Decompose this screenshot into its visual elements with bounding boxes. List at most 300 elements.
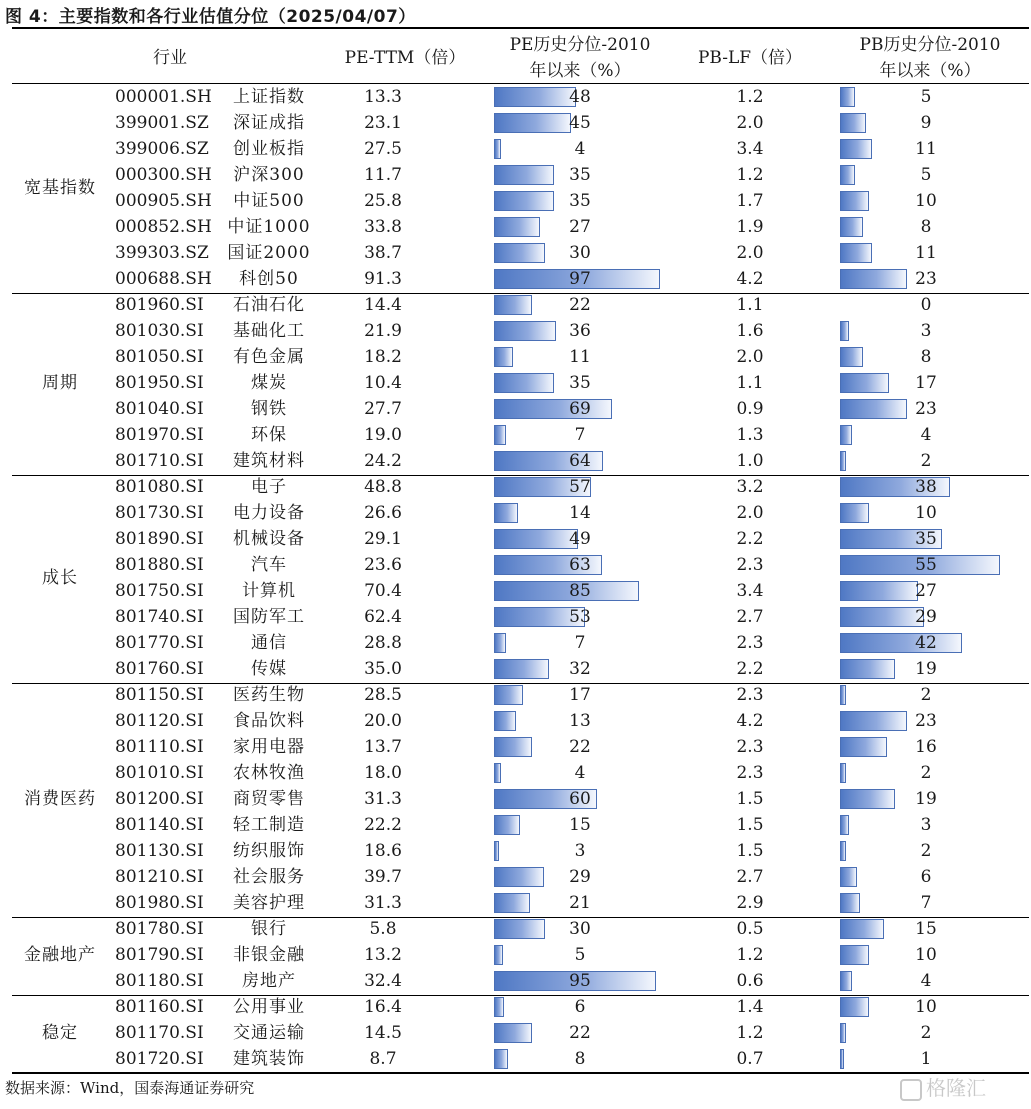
row-code: 801790.SI [115,945,204,965]
pb-percentile-value: 9 [920,113,932,133]
pb-percentile-bar [840,165,855,185]
row-pe-ttm: 5.8 [369,919,397,939]
row-pe-ttm: 13.2 [364,945,402,965]
row-code: 801110.SI [115,737,204,757]
row-pe-ttm: 8.7 [369,1049,397,1069]
row-pe-ttm: 70.4 [364,581,402,601]
row-pb-lf: 2.3 [736,737,764,757]
pe-percentile-bar [494,165,554,185]
row-pe-ttm: 11.7 [364,165,402,185]
pb-percentile-value: 7 [920,893,932,913]
row-industry-name: 创业板指 [233,139,305,159]
header-industry: 行业 [153,48,187,68]
row-pe-ttm: 24.2 [364,451,402,471]
row-code: 801150.SI [115,685,204,705]
group-label: 消费医药 [24,789,96,809]
row-pe-ttm: 35.0 [364,659,402,679]
pb-percentile-value: 29 [915,607,937,627]
row-code: 801980.SI [115,893,204,913]
pe-percentile-bar [494,945,503,965]
row-industry-name: 传媒 [251,659,287,679]
row-industry-name: 基础化工 [233,321,305,341]
row-pb-lf: 2.3 [736,685,764,705]
pb-percentile-value: 5 [920,165,932,185]
pb-percentile-value: 42 [915,633,937,653]
row-industry-name: 建筑材料 [233,451,305,471]
row-code: 801950.SI [115,373,204,393]
data-source-note: 数据来源：Wind，国泰海通证券研究 [5,1079,255,1097]
pe-percentile-value: 53 [569,607,591,627]
row-pe-ttm: 20.0 [364,711,402,731]
row-code: 801880.SI [115,555,204,575]
pb-percentile-value: 8 [920,347,932,367]
row-code: 801140.SI [115,815,204,835]
row-code: 801130.SI [115,841,204,861]
pb-percentile-value: 2 [920,763,932,783]
pb-percentile-value: 27 [915,581,937,601]
row-code: 801200.SI [115,789,204,809]
pe-percentile-bar [494,815,520,835]
row-industry-name: 公用事业 [233,997,305,1017]
pb-percentile-value: 2 [920,841,932,861]
bottom-rule [12,1072,1029,1074]
row-code: 801010.SI [115,763,204,783]
pe-percentile-value: 21 [569,893,591,913]
row-code: 801170.SI [115,1023,204,1043]
pe-percentile-bar [494,841,499,861]
pe-percentile-value: 64 [569,451,591,471]
row-pe-ttm: 18.0 [364,763,402,783]
pe-percentile-value: 30 [569,919,591,939]
row-pe-ttm: 31.3 [364,789,402,809]
row-pb-lf: 0.9 [736,399,764,419]
pe-percentile-value: 97 [569,269,591,289]
row-pb-lf: 2.7 [736,607,764,627]
row-code: 801710.SI [115,451,204,471]
row-pe-ttm: 28.8 [364,633,402,653]
pb-percentile-bar [840,789,895,809]
row-industry-name: 银行 [251,919,287,939]
pe-percentile-value: 4 [574,139,586,159]
pe-percentile-value: 35 [569,165,591,185]
row-pb-lf: 2.3 [736,763,764,783]
row-pe-ttm: 38.7 [364,243,402,263]
pb-percentile-value: 11 [915,139,937,159]
row-pe-ttm: 31.3 [364,893,402,913]
pe-percentile-value: 22 [569,295,591,315]
row-code: 399001.SZ [115,113,209,133]
row-industry-name: 煤炭 [251,373,287,393]
pb-percentile-value: 6 [920,867,932,887]
pb-percentile-bar [840,425,852,445]
pb-percentile-bar [840,1049,844,1069]
row-pe-ttm: 13.3 [364,87,402,107]
pb-percentile-bar [840,841,846,861]
row-pe-ttm: 19.0 [364,425,402,445]
pe-percentile-value: 63 [569,555,591,575]
row-pb-lf: 2.2 [736,659,764,679]
watermark-text: 格隆汇 [926,1076,986,1100]
pe-percentile-bar [494,217,540,237]
pb-percentile-bar [840,737,887,757]
row-pe-ttm: 18.6 [364,841,402,861]
row-pb-lf: 1.5 [736,815,764,835]
pe-percentile-value: 60 [569,789,591,809]
pb-percentile-value: 11 [915,243,937,263]
pb-percentile-value: 16 [915,737,937,757]
pb-percentile-value: 19 [915,659,937,679]
pb-percentile-value: 4 [920,971,932,991]
pb-percentile-value: 23 [915,711,937,731]
pb-percentile-bar [840,919,884,939]
group-label: 金融地产 [24,945,96,965]
pb-percentile-bar [840,373,889,393]
pe-percentile-value: 13 [569,711,591,731]
pe-percentile-value: 30 [569,243,591,263]
row-industry-name: 上证指数 [233,87,305,107]
header-pb-pct-line1: PB历史分位-2010 [859,35,1001,55]
pb-percentile-value: 5 [920,87,932,107]
row-pb-lf: 1.2 [736,945,764,965]
pe-percentile-bar [494,191,554,211]
row-pb-lf: 2.9 [736,893,764,913]
row-industry-name: 美容护理 [233,893,305,913]
row-code: 801770.SI [115,633,204,653]
pe-percentile-value: 8 [574,1049,586,1069]
pe-percentile-value: 15 [569,815,591,835]
row-pe-ttm: 14.5 [364,1023,402,1043]
pb-percentile-bar [840,659,895,679]
pe-percentile-value: 57 [569,477,591,497]
row-pe-ttm: 10.4 [364,373,402,393]
row-industry-name: 房地产 [242,971,296,991]
pe-percentile-bar [494,1023,532,1043]
row-code: 801780.SI [115,919,204,939]
row-pb-lf: 2.3 [736,633,764,653]
row-pe-ttm: 28.5 [364,685,402,705]
row-pb-lf: 2.3 [736,555,764,575]
group-label: 成长 [42,568,78,588]
row-pb-lf: 0.6 [736,971,764,991]
pe-percentile-value: 49 [569,529,591,549]
row-code: 399303.SZ [115,243,209,263]
pb-percentile-bar [840,867,857,887]
pe-percentile-bar [494,763,501,783]
pe-percentile-value: 36 [569,321,591,341]
pb-percentile-value: 19 [915,789,937,809]
pe-percentile-value: 35 [569,191,591,211]
row-pe-ttm: 26.6 [364,503,402,523]
pb-percentile-bar [840,191,869,211]
row-industry-name: 深证成指 [233,113,305,133]
pe-percentile-value: 11 [569,347,591,367]
row-pb-lf: 1.5 [736,789,764,809]
row-pb-lf: 1.1 [736,373,764,393]
row-code: 801760.SI [115,659,204,679]
pe-percentile-value: 17 [569,685,591,705]
row-pb-lf: 0.5 [736,919,764,939]
row-pe-ttm: 33.8 [364,217,402,237]
row-pb-lf: 1.4 [736,997,764,1017]
row-pe-ttm: 27.5 [364,139,402,159]
row-pe-ttm: 25.8 [364,191,402,211]
header-pb-lf: PB-LF（倍） [697,48,803,68]
row-industry-name: 国证2000 [227,243,311,263]
row-code: 801040.SI [115,399,204,419]
pe-percentile-bar [494,919,545,939]
pb-percentile-value: 10 [915,191,937,211]
pe-percentile-bar [494,243,545,263]
row-industry-name: 计算机 [242,581,296,601]
pb-percentile-value: 10 [915,997,937,1017]
pe-percentile-value: 95 [569,971,591,991]
group-label: 稳定 [42,1023,78,1043]
pb-percentile-bar [840,451,846,471]
pe-percentile-bar [494,867,544,887]
pb-percentile-bar [840,1023,846,1043]
row-industry-name: 电子 [251,477,287,497]
row-pe-ttm: 91.3 [364,269,402,289]
pe-percentile-value: 35 [569,373,591,393]
row-pb-lf: 1.2 [736,165,764,185]
pb-percentile-bar [840,997,869,1017]
pb-percentile-value: 3 [920,815,932,835]
row-pe-ttm: 22.2 [364,815,402,835]
row-industry-name: 石油石化 [233,295,305,315]
row-industry-name: 科创50 [239,269,299,289]
row-code: 801970.SI [115,425,204,445]
row-pb-lf: 1.0 [736,451,764,471]
row-code: 801730.SI [115,503,204,523]
row-code: 000001.SH [115,87,212,107]
row-pb-lf: 1.1 [736,295,764,315]
pb-percentile-bar [840,139,872,159]
watermark-logo-icon [900,1079,922,1101]
row-pb-lf: 1.5 [736,841,764,861]
pb-percentile-bar [840,347,863,367]
pb-percentile-value: 17 [915,373,937,393]
pe-percentile-bar [494,685,523,705]
pb-percentile-bar [840,763,846,783]
row-code: 801890.SI [115,529,204,549]
figure-title: 图 4：主要指数和各行业估值分位（2025/04/07） [5,7,416,27]
top-rule [12,27,1029,29]
pb-percentile-value: 23 [915,399,937,419]
row-industry-name: 通信 [251,633,287,653]
pb-percentile-value: 10 [915,503,937,523]
row-pb-lf: 1.9 [736,217,764,237]
pb-percentile-bar [840,217,863,237]
row-pb-lf: 1.2 [736,87,764,107]
row-industry-name: 沪深300 [233,165,305,185]
row-pb-lf: 3.4 [736,581,764,601]
header-pb-pct-line2: 年以来（%） [879,61,981,81]
pb-percentile-value: 2 [920,451,932,471]
pe-percentile-value: 7 [574,425,586,445]
pe-percentile-value: 22 [569,1023,591,1043]
row-code: 801160.SI [115,997,204,1017]
row-pe-ttm: 48.8 [364,477,402,497]
row-pe-ttm: 29.1 [364,529,402,549]
pe-percentile-value: 4 [574,763,586,783]
row-pb-lf: 3.4 [736,139,764,159]
group-label: 宽基指数 [24,178,96,198]
row-industry-name: 交通运输 [233,1023,305,1043]
row-pe-ttm: 18.2 [364,347,402,367]
pb-percentile-bar [840,945,869,965]
row-pe-ttm: 39.7 [364,867,402,887]
row-industry-name: 机械设备 [233,529,305,549]
row-pe-ttm: 21.9 [364,321,402,341]
pe-percentile-bar [494,373,554,393]
row-industry-name: 钢铁 [251,399,287,419]
row-pb-lf: 3.2 [736,477,764,497]
row-code: 801080.SI [115,477,204,497]
pe-percentile-bar [494,425,506,445]
row-code: 801050.SI [115,347,204,367]
pe-percentile-value: 3 [574,841,586,861]
row-code: 000905.SH [115,191,212,211]
pe-percentile-bar [494,737,532,757]
row-code: 801960.SI [115,295,204,315]
pb-percentile-bar [840,815,849,835]
row-pe-ttm: 27.7 [364,399,402,419]
pb-percentile-value: 10 [915,945,937,965]
pb-percentile-value: 0 [920,295,932,315]
pb-percentile-bar [840,321,849,341]
row-pb-lf: 2.2 [736,529,764,549]
row-industry-name: 中证1000 [227,217,311,237]
pe-percentile-value: 22 [569,737,591,757]
row-pb-lf: 0.7 [736,1049,764,1069]
row-pe-ttm: 23.6 [364,555,402,575]
pb-percentile-value: 35 [915,529,937,549]
row-pe-ttm: 14.4 [364,295,402,315]
row-pb-lf: 2.7 [736,867,764,887]
row-code: 801740.SI [115,607,204,627]
pb-percentile-bar [840,243,872,263]
row-industry-name: 中证500 [233,191,305,211]
row-pb-lf: 2.0 [736,347,764,367]
group-label: 周期 [42,373,78,393]
row-pe-ttm: 62.4 [364,607,402,627]
pb-percentile-bar [840,685,846,705]
pb-percentile-value: 8 [920,217,932,237]
row-pe-ttm: 32.4 [364,971,402,991]
header-pe-pct-line2: 年以来（%） [529,61,631,81]
row-code: 000852.SH [115,217,212,237]
row-pb-lf: 4.2 [736,711,764,731]
row-code: 801750.SI [115,581,204,601]
pb-percentile-value: 15 [915,919,937,939]
row-industry-name: 非银金融 [233,945,305,965]
pb-percentile-value: 38 [915,477,937,497]
pe-percentile-value: 7 [574,633,586,653]
row-code: 399006.SZ [115,139,209,159]
pe-percentile-bar [494,503,518,523]
row-code: 801120.SI [115,711,204,731]
row-industry-name: 食品饮料 [233,711,305,731]
row-pb-lf: 2.0 [736,503,764,523]
row-code: 000300.SH [115,165,212,185]
row-code: 000688.SH [115,269,212,289]
header-pe-pct-line1: PE历史分位-2010 [509,35,651,55]
row-pb-lf: 1.2 [736,1023,764,1043]
row-industry-name: 社会服务 [233,867,305,887]
pb-percentile-bar [840,503,869,523]
row-pe-ttm: 23.1 [364,113,402,133]
row-industry-name: 家用电器 [233,737,305,757]
row-industry-name: 电力设备 [233,503,305,523]
row-industry-name: 农林牧渔 [233,763,305,783]
pb-percentile-bar [840,971,852,991]
row-pb-lf: 1.3 [736,425,764,445]
row-pb-lf: 1.7 [736,191,764,211]
row-code: 801030.SI [115,321,204,341]
pe-percentile-value: 6 [574,997,586,1017]
row-industry-name: 汽车 [251,555,287,575]
pe-percentile-bar [494,711,516,731]
pe-percentile-bar [494,1049,508,1069]
row-industry-name: 商贸零售 [233,789,305,809]
row-industry-name: 医药生物 [233,685,305,705]
row-pe-ttm: 16.4 [364,997,402,1017]
row-pb-lf: 2.0 [736,113,764,133]
row-industry-name: 国防军工 [233,607,305,627]
pe-percentile-value: 5 [574,945,586,965]
pb-percentile-value: 23 [915,269,937,289]
pe-percentile-value: 85 [569,581,591,601]
row-code: 801180.SI [115,971,204,991]
pb-percentile-bar [840,893,860,913]
pe-percentile-bar [494,997,504,1017]
row-pb-lf: 4.2 [736,269,764,289]
pb-percentile-value: 2 [920,685,932,705]
pe-percentile-bar [494,321,556,341]
pe-percentile-bar [494,633,506,653]
row-pe-ttm: 13.7 [364,737,402,757]
pe-percentile-value: 48 [569,87,591,107]
watermark [900,1072,986,1101]
pb-percentile-value: 3 [920,321,932,341]
row-code: 801210.SI [115,867,204,887]
pb-percentile-bar [840,87,855,107]
row-industry-name: 环保 [251,425,287,445]
pe-percentile-value: 32 [569,659,591,679]
row-code: 801720.SI [115,1049,204,1069]
row-industry-name: 建筑装饰 [233,1049,305,1069]
row-pb-lf: 1.6 [736,321,764,341]
row-pb-lf: 2.0 [736,243,764,263]
pe-percentile-value: 27 [569,217,591,237]
pb-percentile-value: 1 [920,1049,932,1069]
pe-percentile-value: 29 [569,867,591,887]
row-industry-name: 轻工制造 [233,815,305,835]
pb-percentile-value: 2 [920,1023,932,1043]
pe-percentile-value: 69 [569,399,591,419]
pe-percentile-value: 45 [569,113,591,133]
pe-percentile-bar [494,347,513,367]
pb-percentile-bar [840,113,866,133]
pb-percentile-value: 4 [920,425,932,445]
header-pe-ttm: PE-TTM（倍） [344,48,466,68]
pe-percentile-bar [494,893,530,913]
pe-percentile-bar [494,139,501,159]
row-industry-name: 纺织服饰 [233,841,305,861]
pb-percentile-value: 55 [915,555,937,575]
row-industry-name: 有色金属 [233,347,305,367]
pe-percentile-bar [494,659,549,679]
